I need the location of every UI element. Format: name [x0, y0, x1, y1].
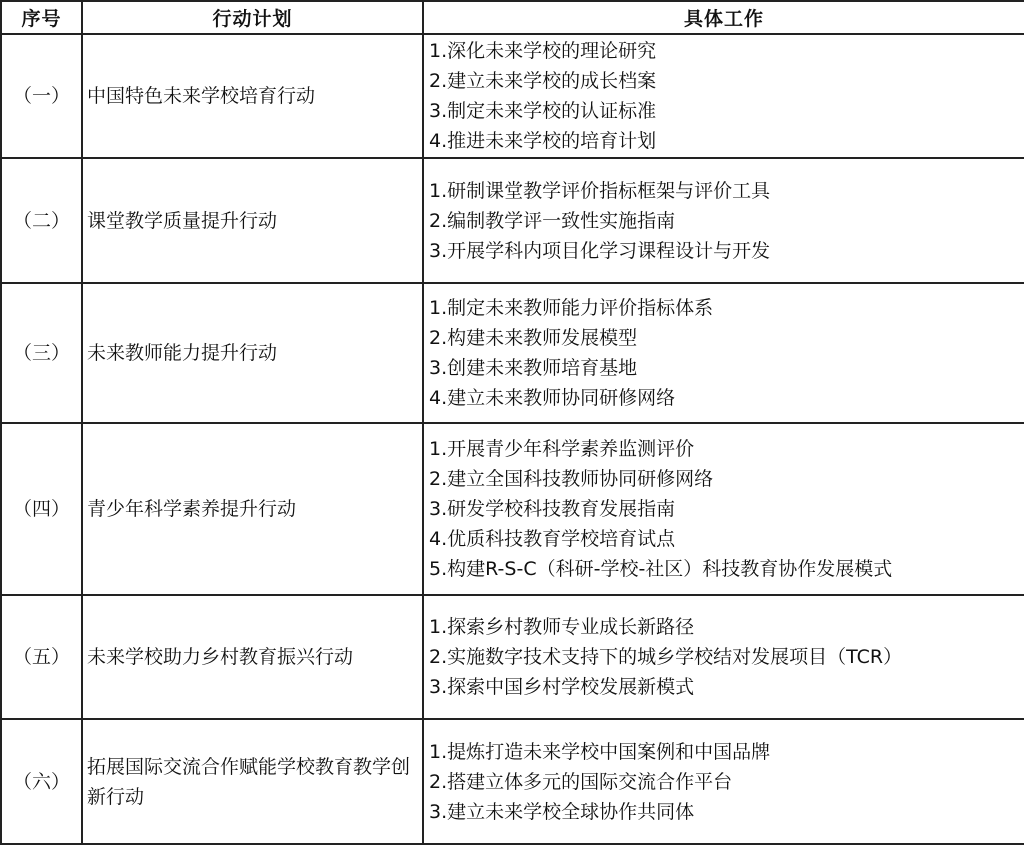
work-item: 1.探索乡村教师专业成长新路径: [429, 616, 695, 638]
work-items-cell: [423, 283, 1024, 423]
work-item: 5.构建R-S-C（科研-学校-社区）科技教育协作发展模式: [429, 558, 893, 580]
work-item: 2.构建未来教师发展模型: [429, 327, 638, 349]
work-item: 2.搭建立体多元的国际交流合作平台: [429, 770, 733, 793]
action-plan-name: 拓展国际交流合作赋能学校教育教学创新行动: [82, 719, 423, 844]
table-row: [1, 158, 1024, 283]
row-number: （四）: [1, 423, 82, 595]
header-row: [1, 1, 1024, 34]
work-list: [429, 36, 1020, 156]
work-item: 3.创建未来教师培育基地: [429, 357, 638, 379]
action-plan-name: 中国特色未来学校培育行动: [82, 34, 423, 158]
work-item: 1.开展青少年科学素养监测评价: [429, 438, 695, 460]
work-list: [429, 293, 1020, 413]
header-plan: 行动计划: [82, 1, 423, 34]
table-row: [1, 719, 1024, 844]
work-item: 2.建立全国科技教师协同研修网络: [429, 468, 714, 490]
work-item: 1.制定未来教师能力评价指标体系: [429, 297, 714, 319]
header-no: 序号: [1, 1, 82, 34]
work-item: 3.开展学科内项目化学习课程设计与开发: [429, 239, 771, 262]
work-item: 1.提炼打造未来学校中国案例和中国品牌: [429, 740, 771, 763]
header-work: 具体工作: [423, 1, 1024, 34]
work-item: 3.探索中国乡村学校发展新模式: [429, 676, 695, 698]
work-list: [429, 434, 1020, 584]
work-item: 4.推进未来学校的培育计划: [429, 130, 657, 152]
work-list: [429, 612, 1020, 702]
work-item: 2.建立未来学校的成长档案: [429, 70, 657, 92]
work-item: 3.制定未来学校的认证标准: [429, 100, 657, 122]
table-row: [1, 423, 1024, 595]
work-item: 2.实施数字技术支持下的城乡学校结对发展项目（TCR）: [429, 646, 903, 668]
action-plan-name: 课堂教学质量提升行动: [82, 158, 423, 283]
table-row: [1, 595, 1024, 719]
action-plan-name: 未来学校助力乡村教育振兴行动: [82, 595, 423, 719]
action-plan-name: 青少年科学素养提升行动: [82, 423, 423, 595]
action-plan-name: 未来教师能力提升行动: [82, 283, 423, 423]
work-item: 4.建立未来教师协同研修网络: [429, 387, 676, 409]
work-item: 3.研发学校科技教育发展指南: [429, 498, 676, 520]
work-item: 1.研制课堂教学评价指标框架与评价工具: [429, 179, 771, 202]
work-item: 2.编制教学评一致性实施指南: [429, 209, 676, 232]
work-item: 1.深化未来学校的理论研究: [429, 40, 657, 62]
work-items-cell: [423, 423, 1024, 595]
work-list: [429, 737, 1020, 827]
row-number: （五）: [1, 595, 82, 719]
work-items-cell: [423, 158, 1024, 283]
table-row: [1, 34, 1024, 158]
row-number: （一）: [1, 34, 82, 158]
row-number: （二）: [1, 158, 82, 283]
work-list: [429, 176, 1020, 266]
work-items-cell: [423, 719, 1024, 844]
work-items-cell: [423, 34, 1024, 158]
row-number: （六）: [1, 719, 82, 844]
work-item: 3.建立未来学校全球协作共同体: [429, 800, 695, 823]
row-number: （三）: [1, 283, 82, 423]
table-row: [1, 283, 1024, 423]
work-item: 4.优质科技教育学校培育试点: [429, 528, 676, 550]
work-items-cell: [423, 595, 1024, 719]
